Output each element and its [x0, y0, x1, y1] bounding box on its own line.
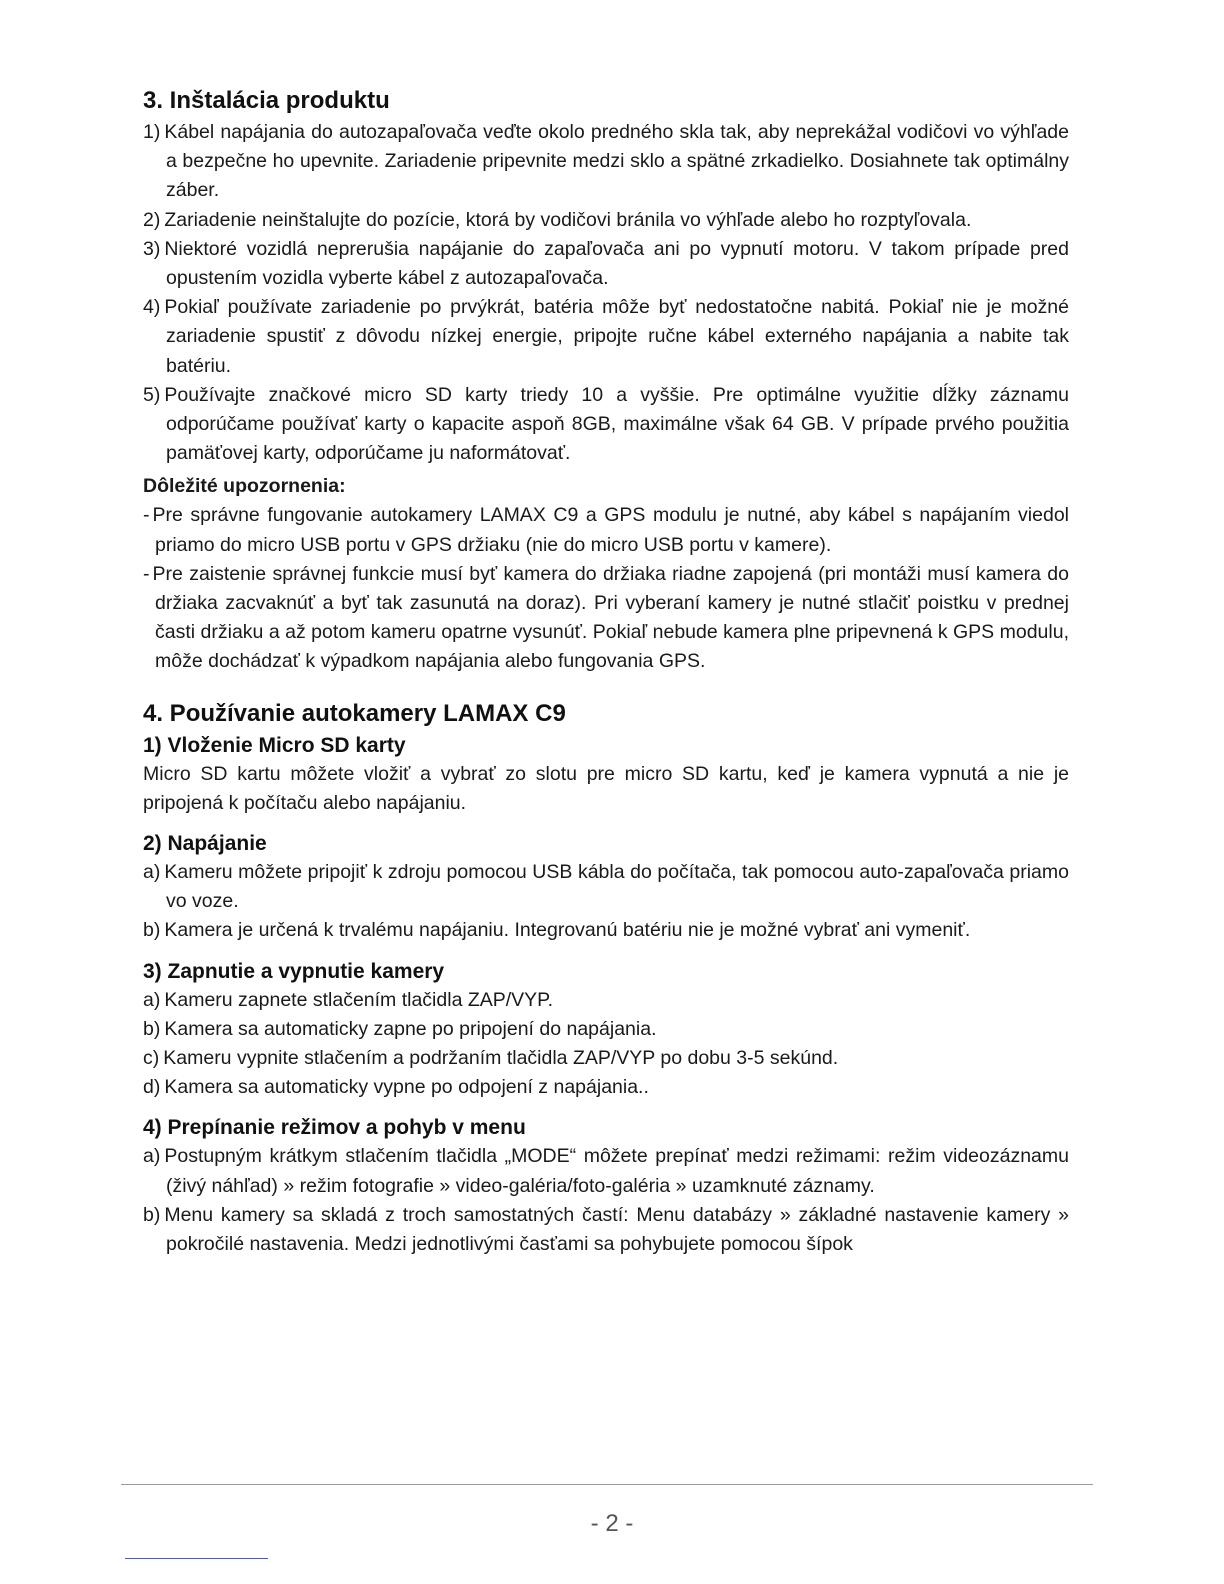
subsection-modes-menu-title: 4) Prepínanie režimov a pohyb v menu: [143, 1116, 526, 1140]
document-page: [143, 84, 1069, 1259]
notice-item: [143, 501, 1069, 559]
list-item: [143, 986, 1069, 1015]
list-item-text: Kábel napájania do autozapaľovača veďte okolo predného skla tak, aby neprekážal vodičovi vo výhľade a bezpečne ho upevnite. Zariadenie pripevnite medzi sklo a spätné zrkadielko. Dosiahnete tak optimálny záber.: [164, 121, 1069, 202]
list-item-text: Kameru môžete pripojiť k zdroju pomocou USB kábla do počítača, tak pomocou auto-zapaľovača priamo vo voze.: [164, 861, 1069, 913]
dash-marker: -: [143, 504, 150, 527]
list-item-text: Niektoré vozidlá neprerušia napájanie do zapaľovača ani po vypnutí motoru. V takom prípade pred opustením vozidla vyberte kábel z autozapaľovača.: [164, 237, 1069, 290]
power-list: [143, 858, 1069, 946]
list-marker: 1): [143, 121, 161, 143]
list-item: [143, 293, 1069, 381]
list-item-text: Kamera sa automaticky vypne po odpojení z napájania..: [164, 1076, 649, 1099]
list-item: [143, 858, 1069, 916]
list-marker: a): [143, 1145, 161, 1168]
list-item: [143, 1015, 1069, 1044]
section-3-title: 3. Inštalácia produktu: [143, 87, 390, 114]
section-4-title: 4. Používanie autokamery LAMAX C9: [143, 699, 566, 727]
list-item: [143, 235, 1069, 293]
list-marker: a): [143, 861, 161, 884]
subsection-power-on-off-title: 3) Zapnutie a vypnutie kamery: [143, 959, 445, 983]
list-item-text: Postupným krátkym stlačením tlačidla „MODE“ môžete prepínať medzi režimami: režim videozáznamu (živý náhľad) » režim fotografie » video-galéria/foto-galéria » uzamknuté záznamy.: [164, 1145, 1069, 1197]
footer-divider: [121, 1484, 1093, 1485]
list-item-text: Kamera je určená k trvalému napájaniu. Integrovanú batériu nie je možné vybrať ani vymeniť.: [164, 919, 971, 942]
notice-list: [143, 501, 1069, 676]
list-marker: b): [143, 919, 161, 942]
list-item: [143, 1142, 1069, 1200]
sd-card-paragraph: Micro SD kartu môžete vložiť a vybrať zo slotu pre micro SD kartu, keď je kamera vypnutá a nie je pripojená k počítaču alebo napájaniu.: [143, 762, 1069, 814]
list-marker: c): [143, 1047, 160, 1070]
notice-title: Dôležité upozornenia:: [143, 475, 346, 498]
list-marker: 5): [143, 383, 161, 406]
modes-menu-list: [143, 1142, 1069, 1259]
notice-item-text: Pre zaistenie správnej funkcie musí byť kamera do držiaka riadne zapojená (pri montáži musí kamera do držiaka zacvaknúť a byť tak zasunutá na doraz). Pri vyberaní kamery je nutné stlačiť poistku v prednej časti držiaku a až potom kameru opatrne vysunúť. Pokiaľ nebude kamera plne pripevnená k GPS modulu, môže dochádzať k výpadkom napájania alebo fungovania GPS.: [152, 562, 1069, 673]
list-item-text: Zariadenie neinštalujte do pozície, ktorá by vodičovi bránila vo výhľade alebo ho rozptyľovala.: [164, 208, 972, 231]
list-item: [143, 206, 1069, 235]
subsection-sd-card-title: 1) Vloženie Micro SD karty: [143, 733, 406, 757]
list-item-text: Menu kamery sa skladá z troch samostatných častí: Menu databázy » základné nastavenie kamery » pokročilé nastavenia. Medzi jednotlivými časťami sa pohybujete pomocou šípok: [164, 1203, 1069, 1256]
list-item-text: Kamera sa automaticky zapne po pripojení do napájania.: [164, 1017, 657, 1040]
list-marker: b): [143, 1203, 161, 1226]
list-item-text: Kameru zapnete stlačením tlačidla ZAP/VYP.: [164, 988, 554, 1011]
list-marker: 2): [143, 208, 161, 231]
bottom-edge-line: [125, 1558, 268, 1559]
list-item: [143, 916, 1069, 945]
page-number: - 2 -: [590, 1510, 634, 1537]
notice-item-text: Pre správne fungovanie autokamery LAMAX C9 a GPS modulu je nutné, aby kábel s napájaním viedol priamo do micro USB portu v GPS držiaku (nie do micro USB portu v kamere).: [152, 504, 1069, 556]
dash-marker: -: [143, 562, 150, 585]
list-item: [143, 1044, 1069, 1073]
power-on-off-list: [143, 986, 1069, 1103]
list-item: [143, 118, 1069, 206]
subsection-power-title: 2) Napájanie: [143, 832, 267, 856]
list-marker: d): [143, 1076, 161, 1099]
list-marker: 4): [143, 296, 161, 319]
list-item-text: Používajte značkové micro SD karty triedy 10 a vyššie. Pre optimálne využitie dĺžky záznamu odporúčame používať karty o kapacite aspoň 8GB, maximálne však 64 GB. V prípade prvého použitia pamäťovej karty, odporúčame ju naformátovať.: [164, 383, 1069, 465]
list-item: [143, 381, 1069, 469]
list-marker: 3): [143, 237, 161, 260]
list-item: [143, 1201, 1069, 1259]
list-marker: b): [143, 1017, 161, 1040]
list-item-text: Pokiaľ používate zariadenie po prvýkrát, batéria môže byť nedostatočne nabitá. Pokiaľ nie je možné zariadenie spustiť z dôvodu nízkej energie, pripojte ručne kábel externého napájania a nabite tak batériu.: [164, 296, 1069, 377]
list-item-text: Kameru vypnite stlačením a podržaním tlačidla ZAP/VYP po dobu 3-5 sekúnd.: [163, 1047, 839, 1070]
list-marker: a): [143, 988, 161, 1011]
list-item: [143, 1073, 1069, 1102]
notice-item: [143, 560, 1069, 677]
installation-list: [143, 118, 1069, 468]
